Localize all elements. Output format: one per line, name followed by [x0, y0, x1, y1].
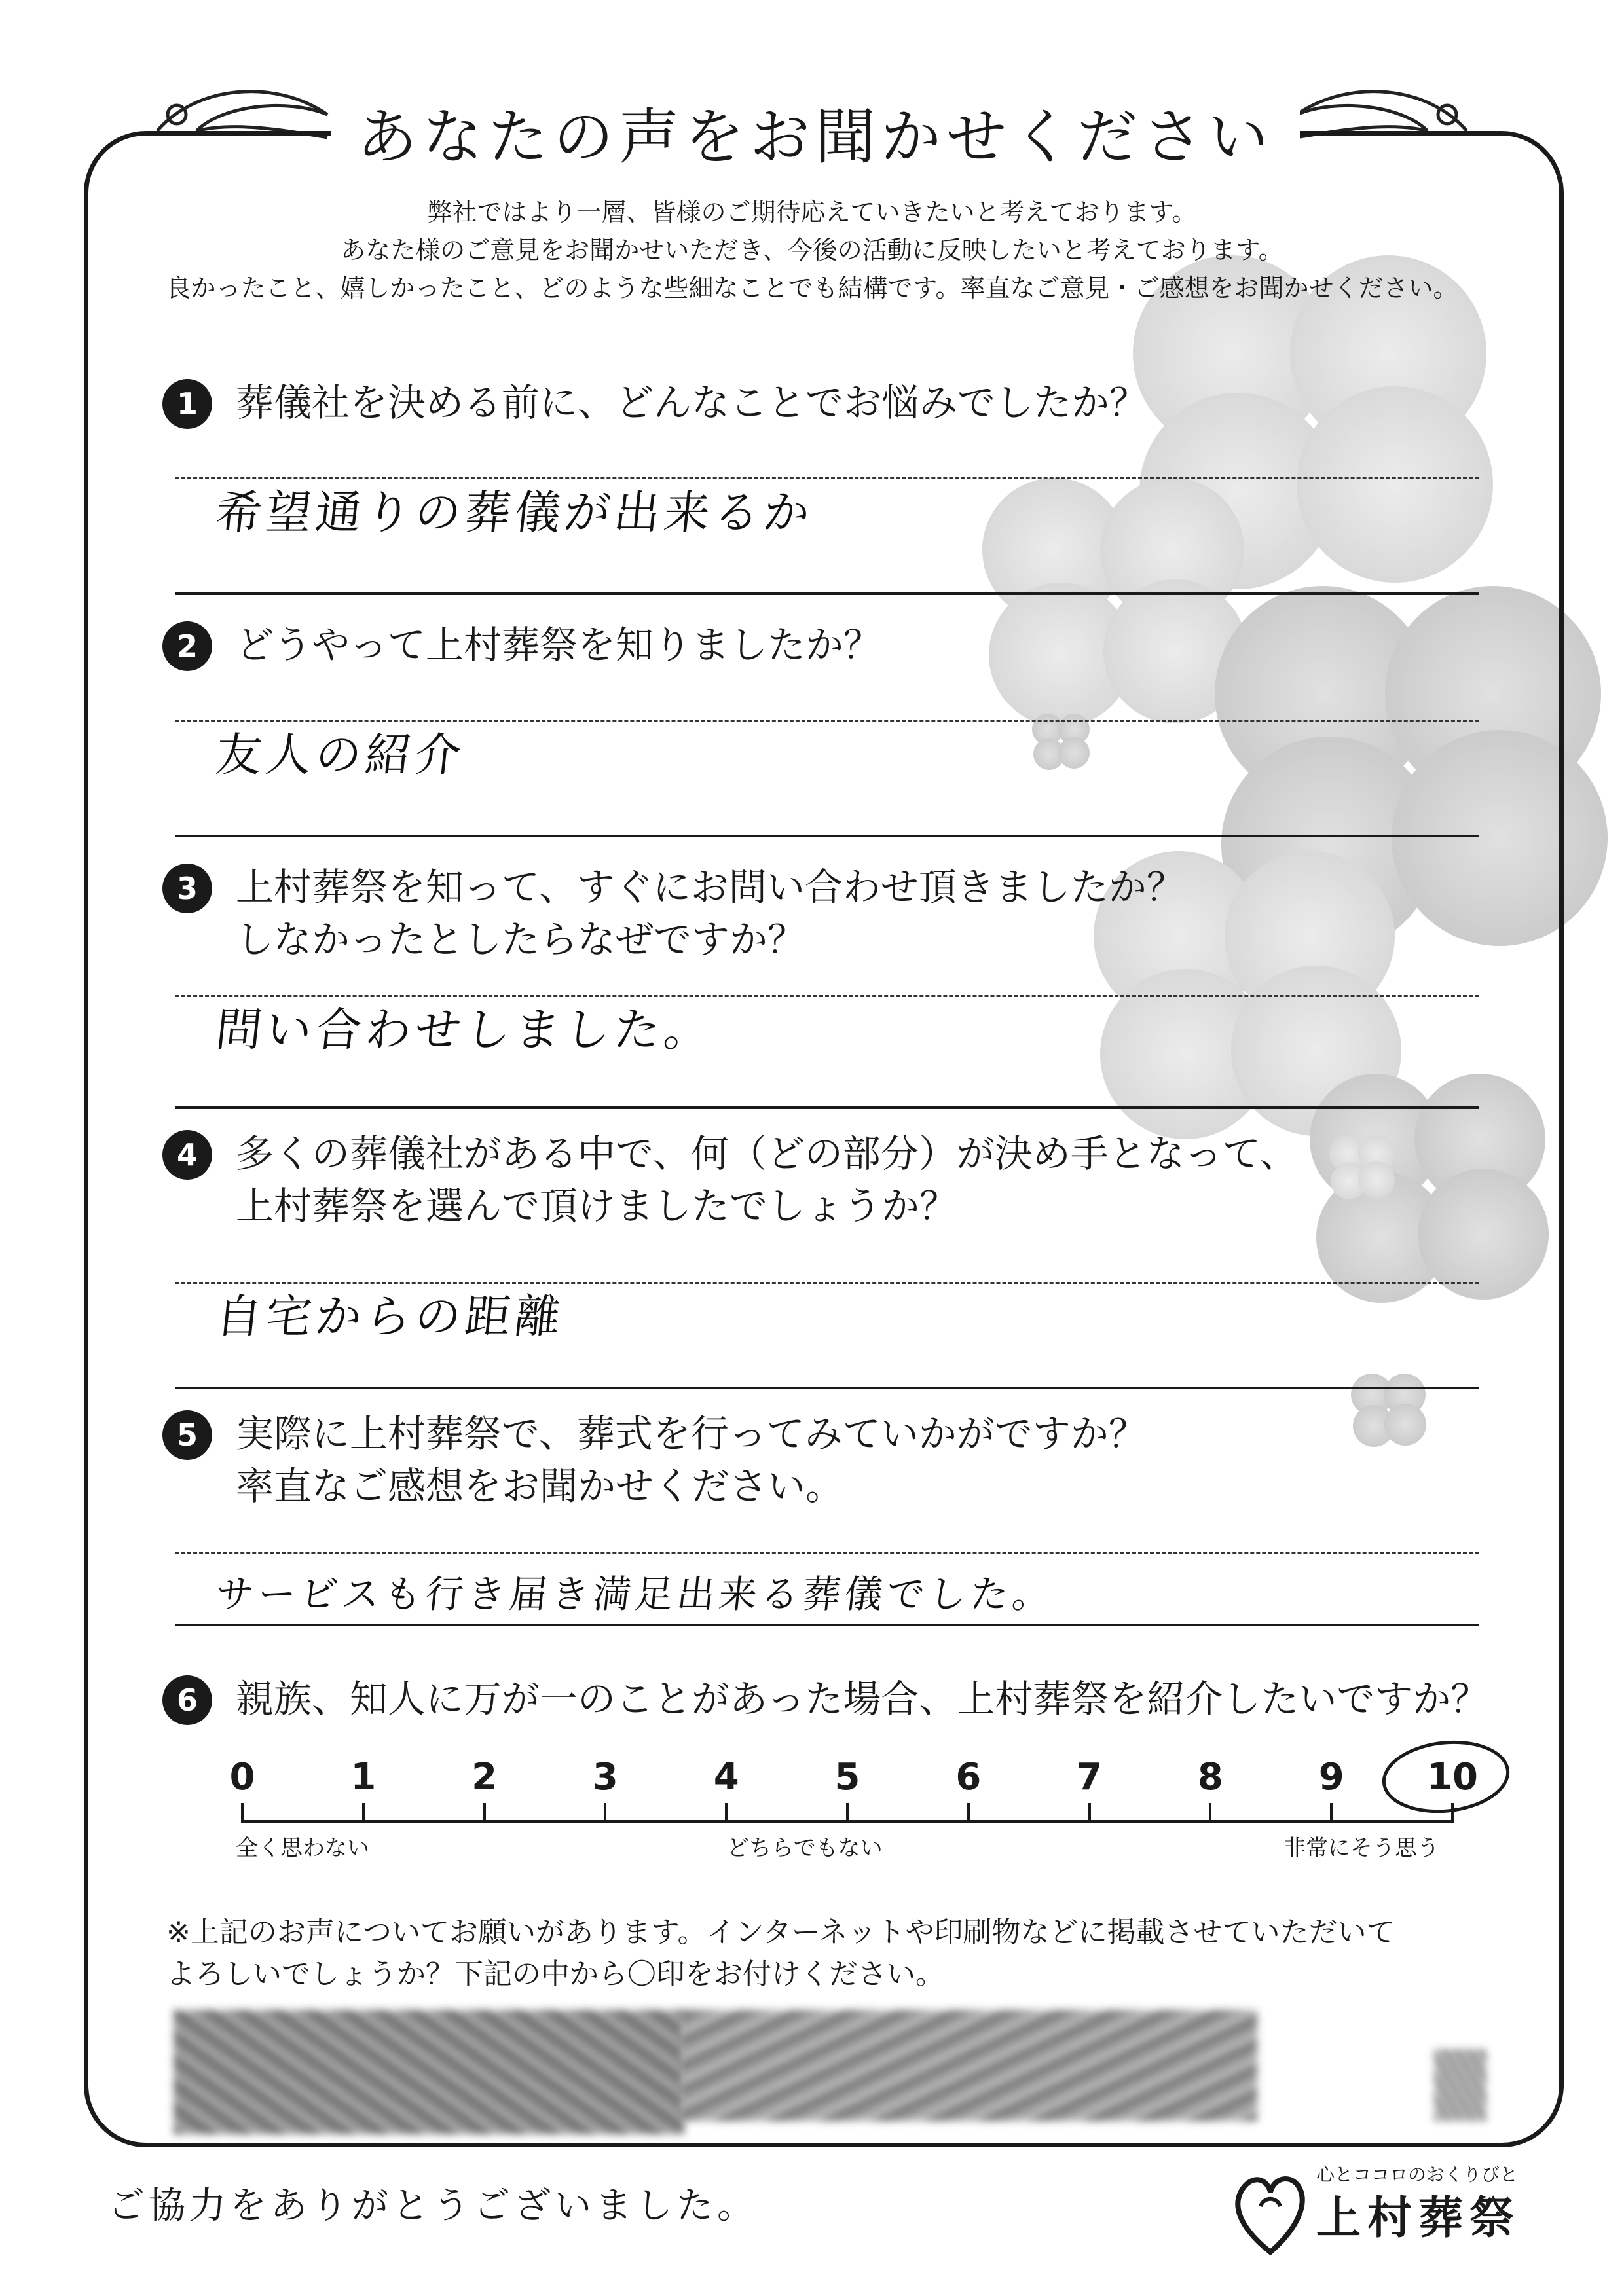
- answer-guide-line: [175, 1387, 1479, 1389]
- answer-guide-line: [175, 1106, 1479, 1109]
- scale-tick-mark: [1330, 1803, 1333, 1823]
- scale-tick-label-6[interactable]: 6: [955, 1756, 982, 1798]
- intro-line: 良かったこと、嬉しかったこと、どのような些細なことでも結構です。率直なご意見・ご感想をお聞かせください。: [166, 274, 1458, 302]
- scale-tick-mark: [362, 1803, 365, 1823]
- scale-tick-label-7[interactable]: 7: [1077, 1756, 1103, 1798]
- question-line: 多くの葬儀社がある中で、何（どの部分）が決め手となって、: [236, 1131, 1298, 1176]
- question-text: [236, 376, 1545, 429]
- answer-guide-dotted-line: [175, 1552, 1479, 1554]
- company-logo: [1218, 2160, 1559, 2265]
- scale-tick-label-8[interactable]: 8: [1197, 1756, 1223, 1798]
- scale-tick-mark: [241, 1803, 244, 1823]
- redacted-area: [681, 2010, 1257, 2121]
- question-line: 率直なご感想をお聞かせください。: [236, 1464, 844, 1508]
- answer-guide-line: [175, 835, 1479, 837]
- scale-tick-mark: [1209, 1803, 1211, 1823]
- question-text: [236, 861, 1545, 966]
- question-number-badge: 4: [162, 1130, 212, 1180]
- handwritten-answer-4[interactable]: 自宅からの距離: [213, 1290, 568, 1343]
- question-line: 上村葬祭を知って、すぐにお問い合わせ頂きましたか？: [236, 865, 1185, 909]
- scale-tick-label-4[interactable]: 4: [713, 1756, 739, 1798]
- question-text: [236, 1673, 1545, 1725]
- question-number-badge: 1: [162, 379, 212, 429]
- question-number-badge: 6: [162, 1675, 212, 1725]
- rating-scale: [164, 1755, 1539, 1899]
- scale-tick-label-5[interactable]: 5: [834, 1756, 860, 1798]
- redacted-area: [174, 2010, 684, 2134]
- question-text: [236, 619, 1545, 671]
- question-line: 実際に上村葬祭で、葬式を行ってみていかがですか？: [236, 1412, 1147, 1456]
- question-line: どうやって上村葬祭を知りましたか？: [236, 623, 882, 667]
- question-text: [236, 1408, 1545, 1512]
- logo-tagline: 心とココロのおくりびと: [1316, 2164, 1519, 2185]
- thank-you-message: ご協力をありがとうございました。: [108, 2185, 758, 2227]
- scale-middle-label: どちらでもない: [727, 1835, 883, 1861]
- question-line: 上村葬祭を選んで頂けましたでしょうか？: [236, 1184, 958, 1228]
- answer-guide-dotted-line: [175, 720, 1479, 722]
- scale-tick-mark: [1451, 1803, 1454, 1823]
- scale-tick-label-0[interactable]: 0: [229, 1756, 255, 1798]
- intro-line: あなた様のご意見をお聞かせいただき、今後の活動に反映したいと考えております。: [341, 236, 1283, 264]
- heart-logo-icon: [1231, 2167, 1310, 2259]
- question-number-badge: 5: [162, 1410, 212, 1460]
- scale-tick-label-2[interactable]: 2: [471, 1756, 498, 1798]
- note-line: よろしいでしょうか？下記の中から〇印をお付けください。: [166, 1958, 944, 1991]
- question-line: 親族、知人に万が一のことがあった場合、上村葬祭を紹介したいですか？: [236, 1677, 1489, 1721]
- note-line: ※上記のお声についてお願いがあります。インターネットや印刷物などに掲載させていただいて: [166, 1916, 1395, 1949]
- question-number-badge: 3: [162, 864, 212, 913]
- handwritten-answer-3[interactable]: 問い合わせしました。: [213, 1003, 717, 1057]
- scale-right-label: 非常にそう思う: [1283, 1835, 1439, 1861]
- handwritten-answer-1[interactable]: 希望通りの葬儀が出来るか: [213, 486, 817, 539]
- handwritten-answer-2[interactable]: 友人の紹介: [213, 728, 468, 782]
- answer-guide-dotted-line: [175, 1282, 1479, 1284]
- scale-tick-mark: [604, 1803, 606, 1823]
- logo-company-name: 上村葬祭: [1316, 2193, 1521, 2244]
- handwritten-answer-5[interactable]: サービスも行き届き満足出来る葬儀でした。: [213, 1572, 1057, 1616]
- scale-tick-mark: [846, 1803, 849, 1823]
- scale-tick-mark: [483, 1803, 486, 1823]
- scale-tick-label-1[interactable]: 1: [350, 1756, 377, 1798]
- answer-guide-line: [175, 592, 1479, 595]
- question-number-badge: 2: [162, 621, 212, 671]
- redacted-area: [1434, 2049, 1486, 2121]
- scale-tick-mark: [967, 1803, 970, 1823]
- scale-tick-mark: [725, 1803, 728, 1823]
- scale-tick-label-9[interactable]: 9: [1318, 1756, 1344, 1798]
- intro-text: [131, 193, 1493, 307]
- question-text: [236, 1127, 1545, 1232]
- answer-guide-dotted-line: [175, 477, 1479, 479]
- page-title: あなたの声をお聞かせください: [356, 102, 1274, 172]
- publication-consent-note: [166, 1912, 1541, 1995]
- scale-left-label: 全く思わない: [236, 1835, 369, 1861]
- scale-tick-label-3[interactable]: 3: [592, 1756, 618, 1798]
- intro-line: 弊社ではより一層、皆様のご期待応えていきたいと考えております。: [427, 198, 1197, 227]
- scale-tick-label-10[interactable]: 10: [1427, 1756, 1478, 1798]
- answer-guide-dotted-line: [175, 995, 1479, 997]
- answer-guide-line: [175, 1624, 1479, 1626]
- scale-tick-mark: [1088, 1803, 1091, 1823]
- question-line: しなかったとしたらなぜですか？: [236, 917, 806, 962]
- question-line: 葬儀社を決める前に、どんなことでお悩みでしたか？: [236, 380, 1148, 425]
